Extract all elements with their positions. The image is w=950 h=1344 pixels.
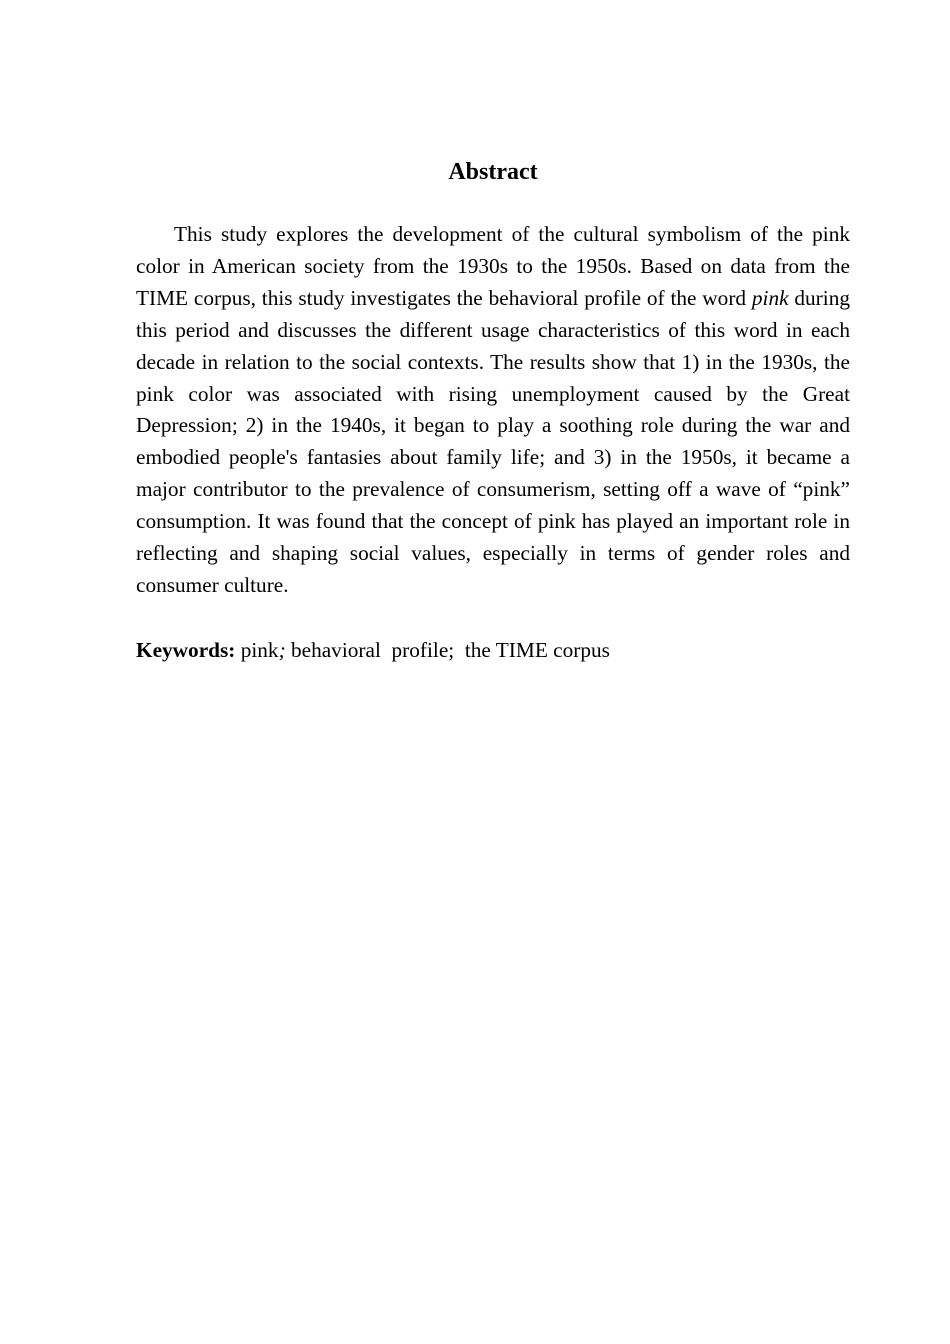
abstract-text-part-2: during this period and discusses the different usage characteristics of this word in each decade in relation to the social contexts. The results show that 1) in the 1930s, the pink color was associated with rising unemployment caused by the Great Depression; 2) in the 1940s, it began to play a soothing role during the war and embodied people's fantasies about family life; and 3) in the 1950s, it became a major contributor to the prevalence of consumerism, setting off a wave of “pink” consumption. It was found that the concept of pink has played an important role in reflecting and shaping social values, especially in terms of gender roles and consumer culture. (136, 285, 850, 597)
keywords-label: Keywords: (136, 638, 236, 662)
abstract-heading: Abstract (448, 159, 538, 185)
abstract-italic-word: pink (751, 285, 789, 310)
keywords-rest: behavioral profile; the TIME corpus (285, 638, 610, 662)
keyword-first: pink (235, 638, 279, 662)
keyword-separator: ; (278, 638, 286, 662)
abstract-text-part-1: This study explores the development of the cultural symbolism of the pink color in American society from the 1930s to the 1950s. Based on data from the TIME corpus, this study investigates the behavioral profile of the word (136, 222, 850, 310)
abstract-paragraph (136, 219, 850, 602)
keywords-line (136, 634, 850, 666)
